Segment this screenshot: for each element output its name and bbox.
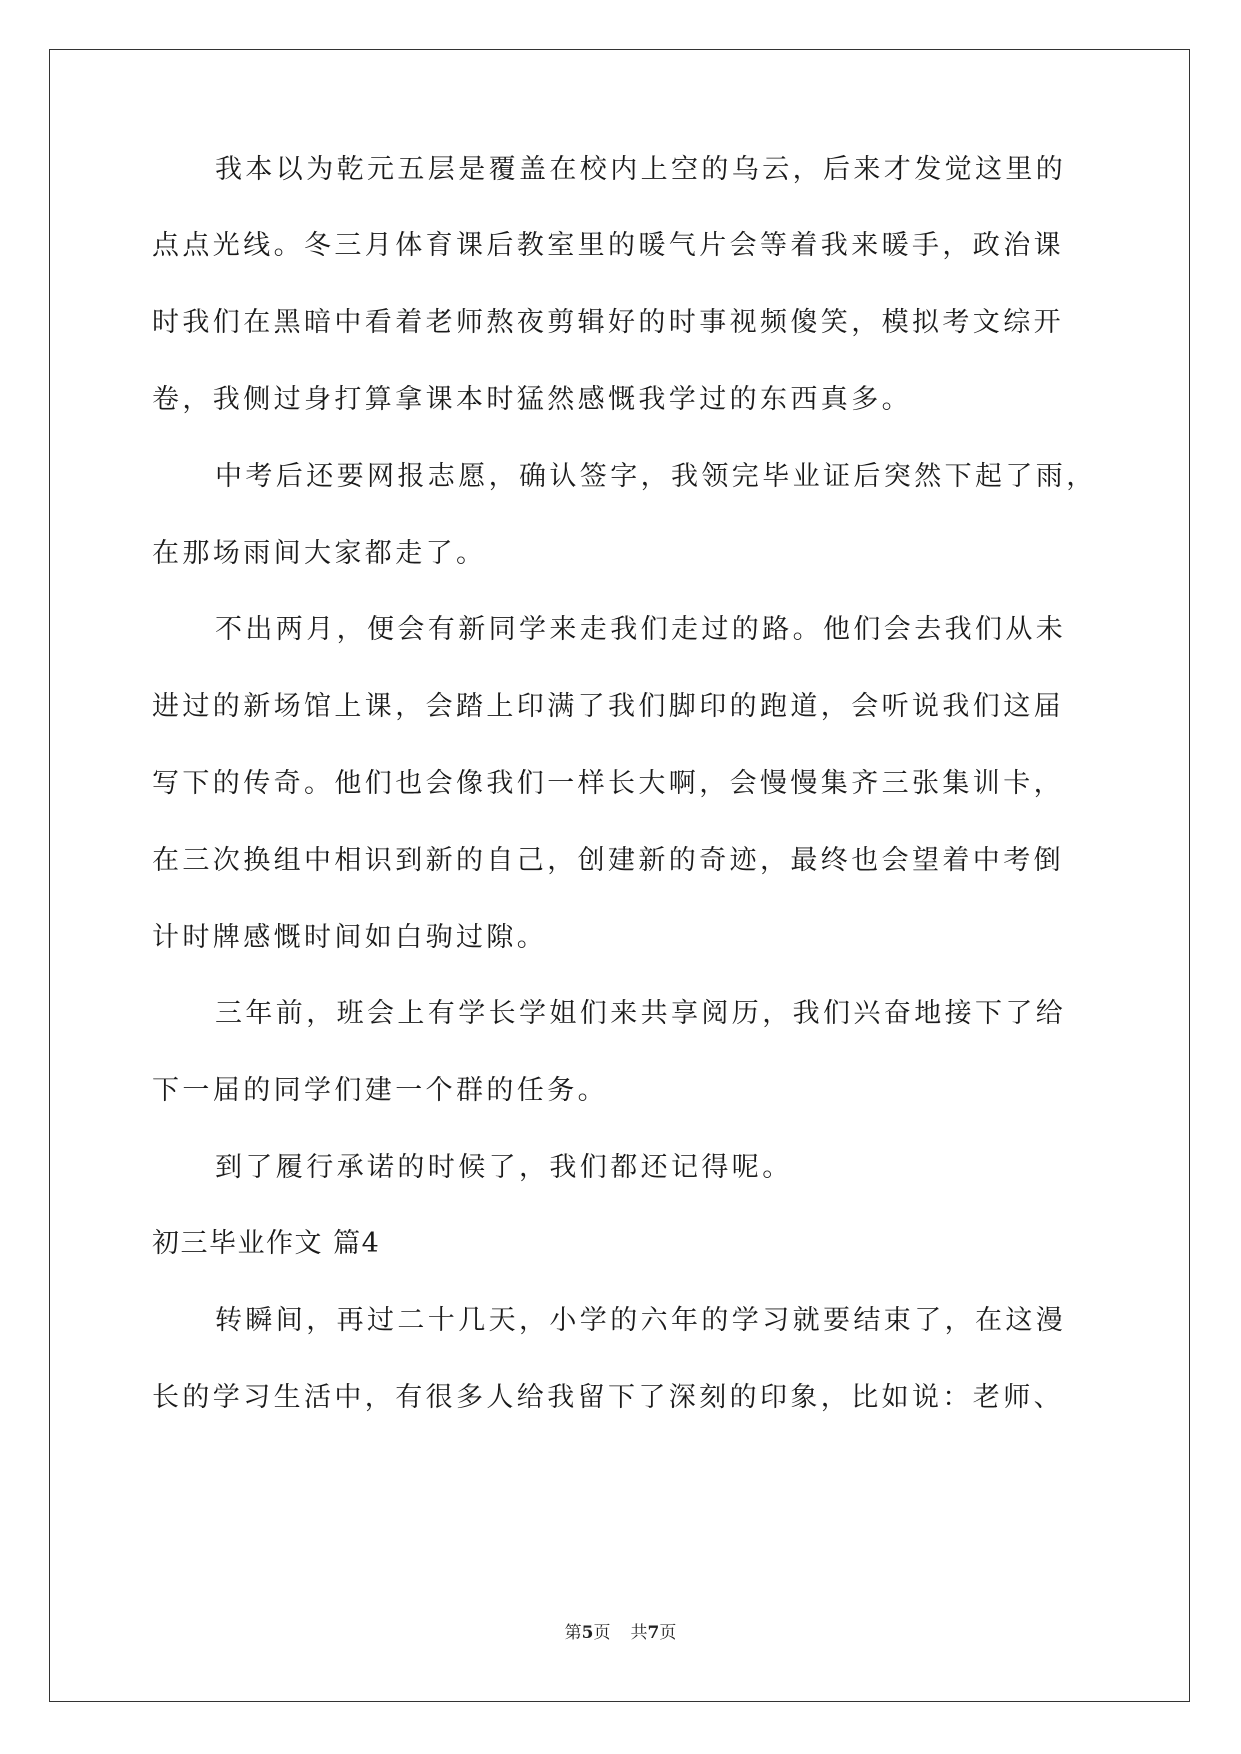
footer-page-suffix: 页: [593, 1623, 611, 1643]
footer-page-number: 5: [581, 1623, 594, 1643]
paragraph-1-line-3: 时我们在黑暗中看着老师熬夜剪辑好的时事视频傻笑，模拟考文综开: [152, 307, 1064, 338]
paragraph-2-line-1: 中考后还要网报志愿，确认签字，我领完毕业证后突然下起了雨，: [215, 461, 1097, 492]
paragraph-3-line-3: 写下的传奇。他们也会像我们一样长大啊，会慢慢集齐三张集训卡，: [152, 768, 1064, 799]
paragraph-3-line-2: 进过的新场馆上课，会踏上印满了我们脚印的跑道，会听说我们这届: [152, 691, 1064, 722]
footer-total-prefix: 共: [630, 1623, 648, 1643]
paragraph-2-line-2: 在那场雨间大家都走了。: [152, 538, 487, 569]
paragraph-1-line-4: 卷，我侧过身打算拿课本时猛然感慨我学过的东西真多。: [152, 384, 912, 415]
paragraph-4-line-1: 三年前，班会上有学长学姐们来共享阅历，我们兴奋地接下了给: [215, 998, 1067, 1029]
footer-page-prefix: 第: [564, 1623, 582, 1643]
paragraph-5-line-1: 到了履行承诺的时候了，我们都还记得呢。: [215, 1152, 793, 1183]
section-heading: 初三毕业作文 篇4: [152, 1228, 381, 1259]
footer-total-number: 7: [647, 1623, 660, 1643]
paragraph-3-line-4: 在三次换组中相识到新的自己，创建新的奇迹，最终也会望着中考倒: [152, 845, 1064, 876]
paragraph-3-line-1: 不出两月，便会有新同学来走我们走过的路。他们会去我们从未: [215, 614, 1067, 645]
paragraph-6-line-1: 转瞬间，再过二十几天，小学的六年的学习就要结束了，在这漫: [215, 1305, 1067, 1336]
footer-total-suffix: 页: [659, 1623, 677, 1643]
page-footer: [0, 1622, 1241, 1644]
paragraph-4-line-2: 下一届的同学们建一个群的任务。: [152, 1075, 608, 1106]
paragraph-1-line-1: 我本以为乾元五层是覆盖在校内上空的乌云，后来才发觉这里的: [215, 154, 1067, 185]
paragraph-1-line-2: 点点光线。冬三月体育课后教室里的暖气片会等着我来暖手，政治课: [152, 230, 1064, 261]
paragraph-6-line-2: 长的学习生活中，有很多人给我留下了深刻的印象，比如说：老师、: [152, 1382, 1064, 1413]
paragraph-3-line-5: 计时牌感慨时间如白驹过隙。: [152, 922, 548, 953]
